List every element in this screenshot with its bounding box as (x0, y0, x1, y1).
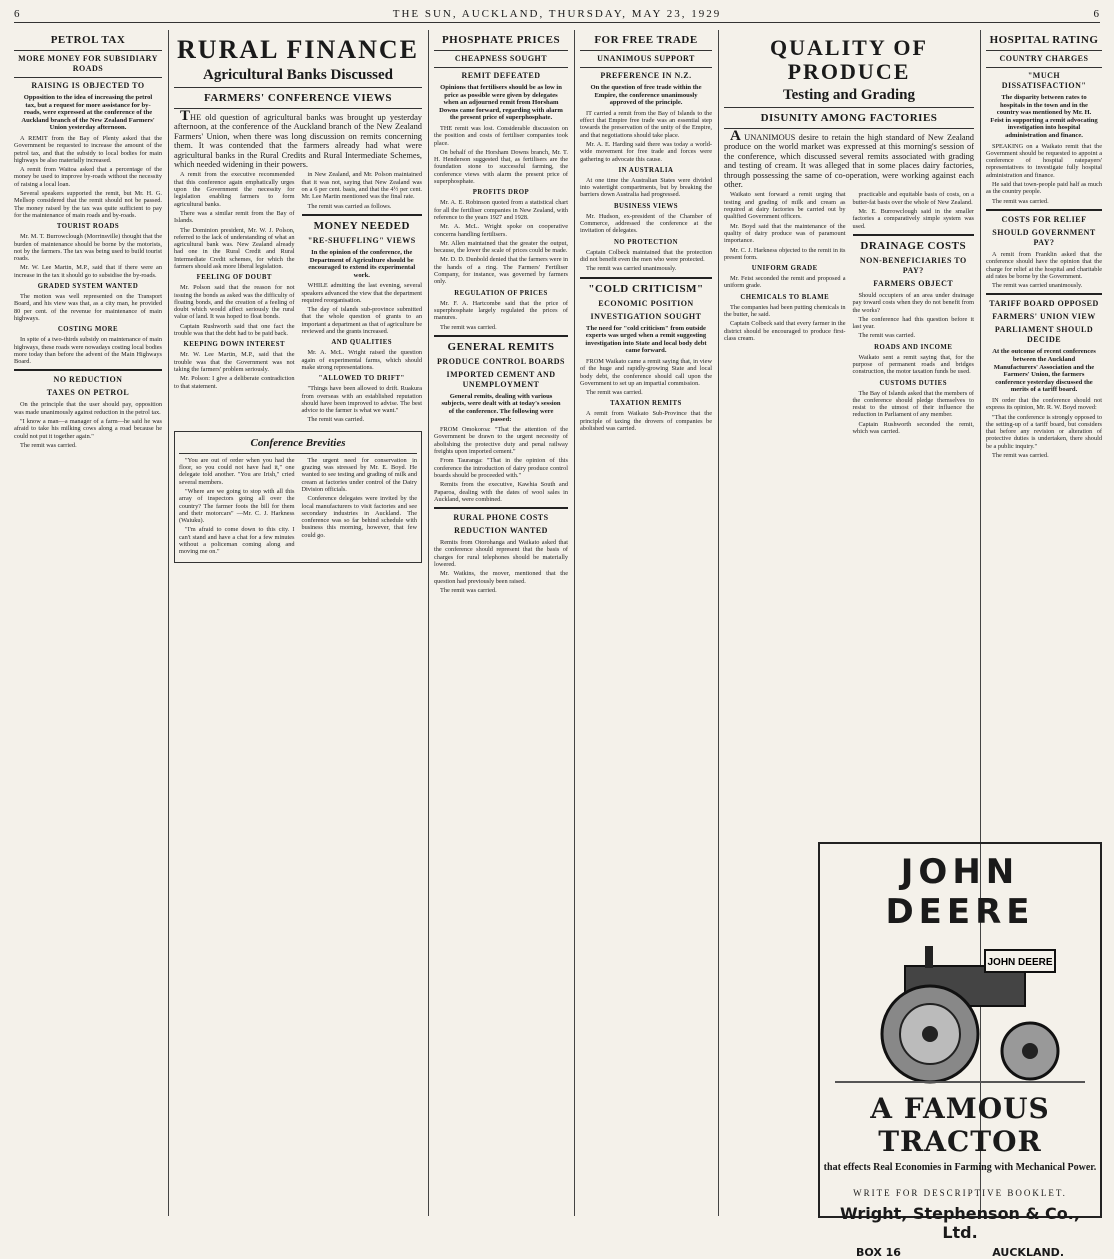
column-rule (718, 30, 719, 1216)
summary: General remits, dealing with various subjects, were dealt with at today's session of the conference. The following were passed: (441, 392, 561, 423)
paragraph: Waikato sent forward a remit urging that testing and grading of milk and cream as required at dairy factories be carried out by qualified Government officers. (724, 191, 846, 221)
headline: NO REDUCTION (53, 375, 123, 385)
article-rural-finance (174, 30, 422, 1216)
paragraph: Captain Colbeck maintained that the protection did not benefit even the men who were protected. (580, 248, 712, 263)
paragraph: "Where are we going to stop with all this array of inspectors going all over the country? The farmer foots the bill for them and their motorcars" —Mr. C. J. Harkness (Waiuku). (179, 487, 295, 525)
paragraph: The remit was carried. (307, 416, 365, 424)
headline: PHOSPHATE PRICES (441, 34, 561, 46)
deck: FARMERS' UNION VIEW (992, 312, 1096, 322)
summary: The disparity between rates to hospitals in the town and in the country was mentioned by Mr. H. Feist in supporting a remit advocating investigation into hospital administration and finance. (990, 94, 1098, 139)
deck: NON-BENEFICIARIES TO PAY? (859, 255, 967, 275)
paragraph: Captain Rushworth seconded the remit, which was carried. (852, 420, 974, 436)
crosshead: NO PROTECTION (613, 238, 679, 246)
paragraph: The remit was carried. (440, 586, 497, 594)
paragraph: A remit from Waikato Sub-Province that the principle of taxing the drovers of companies be abolished was carried. (580, 410, 712, 432)
paragraph: The companies had been putting chemicals in the butter, he said. (724, 303, 846, 318)
paragraph: The remit was carried. (858, 332, 916, 340)
headline: Conference Brevities (250, 436, 346, 449)
paragraph: Mr. D. D. Dunbold denied that the farmers were in the hands of a ring. The Farmers' Fertiliser Company, for instance, was governed by farmers only. (434, 256, 568, 286)
paragraph: Mr. Polson said that the reason for not issuing the bonds as asked was the difficulty of floating bonds, and the creation of a feeling of doubt which would affect seriously the rural value of land. It was hoped to float bonds. (174, 284, 295, 321)
headline: "COLD CRITICISM" (588, 282, 704, 295)
crosshead: TAXATION REMITS (610, 400, 682, 408)
headline: MONEY NEEDED (313, 219, 410, 232)
paragraph: Mr. A. E. Robinson quoted from a statistical chart for all the fertiliser companies in New Zealand, with reference to the years 1927 and 1928. (434, 199, 568, 221)
summary: Opinions that fertilisers should be as low in price as possible were given by delegates when an adjourned remit from Horsham Downs came forward, regarding with alarm the present price of superphosphate. (439, 84, 563, 122)
ad-box-number: BOX 16 (856, 1246, 901, 1259)
headline: TARIFF BOARD OPPOSED (989, 299, 1099, 309)
paragraph: A remit from Franklin asked that the conference should have the opinion that the charge for relief at the hospital and charitable aid rates be borne by the Government. (986, 250, 1102, 280)
paragraph: Mr. A. McL. Wright spoke on cooperative concerns handling fertilisers. (434, 223, 568, 238)
paragraph: The remit was carried. (992, 197, 1049, 205)
article-quality-of-produce (724, 30, 974, 836)
masthead (14, 6, 1100, 23)
john-deere-advertisement (818, 842, 1102, 1259)
newspaper-title: THE SUN, AUCKLAND, THURSDAY, MAY 23, 1929 (392, 8, 722, 20)
paragraph: practicable and equitable basis of costs, on a butter-fat basis over the whole of New Zealand. (852, 191, 974, 206)
summary: At the outcome of recent conferences between the Auckland Manufacturers' Association and the Farmers' Union, the farmers conference yesterday discussed the merits of a tariff board. (992, 348, 1096, 394)
headline: FOR FREE TRADE (594, 34, 698, 46)
paragraph: WHILE admitting the last evening, several speakers advanced the view that the department required reorganisation. (301, 282, 422, 304)
headline: RURAL PHONE COSTS (453, 513, 549, 523)
paragraph: The remit was carried as follows. (307, 202, 392, 210)
paragraph: Should occupiers of an area under drainage pay toward costs when they do not benefit from the works? (852, 291, 974, 314)
paragraph: At one time the Australian States were divided into watertight compartments, but by breaking the barriers down Australia had progressed. (580, 176, 712, 199)
paragraph: He said that town-people paid half as much as the country people. (986, 181, 1102, 196)
deck: UNANIMOUS SUPPORT (597, 54, 695, 63)
headline: COSTS FOR RELIEF (1001, 214, 1087, 224)
paragraph: The remit was carried. (992, 452, 1049, 460)
deck: "MUCH DISSATISFACTION" (1001, 71, 1087, 90)
page-number-left: 6 (14, 8, 21, 20)
paragraph: Mr. A. E. Harding said there was today a world-wide movement for free trade and forces were gathering to advocate this cause. (580, 140, 712, 163)
paragraph: Mr. M. T. Burrowclough (Morrinsville) thought that the burden of maintenance should be borne by the motorists, not by the farmers. The tax was being used to build tourist roads. (14, 233, 162, 263)
crosshead: UNIFORM GRADE (751, 265, 818, 273)
brand-logo: JOHN DEERE (885, 852, 1035, 932)
deck: DISUNITY AMONG FACTORIES (760, 112, 938, 124)
tractor-plate: JOHN DEERE (987, 957, 1053, 968)
deck: IMPORTED CEMENT AND UNEMPLOYMENT (446, 369, 556, 389)
lead-paragraph: THE old question of agricultural banks was brought up yesterday afternoon, at the conference of the Auckland branch of the New Zealand Farmers' Union, when there was long discussion on remits concerning them. It was contended that the farmers already had what were agricultural banks in the Rural Credits and Rural Intermediate Schemes, which needed widening in their powers. (174, 108, 422, 170)
paragraph: The Bay of Islands asked that the members of the conference should pledge themselves to resist to the utmost of their influence the reduction in Parliament of any member. (852, 389, 974, 419)
crosshead: KEEPING DOWN INTEREST (183, 341, 286, 349)
deck: CHEAPNESS SOUGHT (454, 54, 548, 63)
crosshead: FEELING OF DOUBT (196, 274, 272, 282)
paragraph: The remit was carried unanimously. (992, 282, 1083, 290)
summary: In the opinion of the conference, the Department of Agriculture should be encouraged to extend its experimental work. (308, 248, 416, 279)
paragraph: Mr. E. Burrowclough said in the smaller factories a comparatively simple system was used. (852, 208, 974, 230)
summary: On the question of free trade within the Empire, the conference unanimously approved of the principle. (590, 84, 702, 107)
article-hospital-rating (986, 30, 1102, 836)
article-phosphate-prices (434, 30, 568, 1216)
headline: HOSPITAL RATING (989, 34, 1099, 46)
deck: FARMERS OBJECT (873, 278, 954, 288)
paragraph: SPEAKING on a Waikato remit that the Government should be requested to appoint a conference of hospital ratepayers' representatives to investigate fully hospital administration and finance. (986, 142, 1102, 179)
deck: REMIT DEFEATED (461, 71, 541, 80)
summary: The need for "cold criticism" from outside experts was urged when a remit suggesting investigation into State and local body debt came forward. (585, 324, 707, 355)
paragraph: Remits from the executive, Kawhia South and Paparoa, dealing with the dates of wool sales in Auckland, were combined. (434, 481, 568, 503)
ad-address (820, 1246, 1100, 1259)
brevities-box (174, 431, 422, 563)
paragraph: Mr. Feist seconded the remit and proposed a uniform grade. (724, 275, 846, 290)
paragraph: Captain Colbeck said that every farmer in the district should be encouraged to produce first-class cream. (724, 320, 846, 342)
paragraph: Mr. W. Lee Martin, M.P., said that if there were an increase in the tax it should go to subsidise the by-roads. (14, 264, 162, 279)
paragraph: A remit from the executive recommended that this conference again emphatically urges upon the Government the necessity for legislation enabling farmers to form agricultural banks. (174, 171, 295, 208)
crosshead: PROFITS DROP (472, 189, 530, 197)
paragraph: "I'm afraid to come down to this city. I can't stand and have a chat for a few minutes without a policeman coming along and moving me on." (179, 526, 295, 556)
crosshead: CUSTOMS DUTIES (879, 379, 947, 387)
paragraph: Mr. Allen maintained that the greater the output, because, the lower the scale of prices could be made. (434, 239, 568, 255)
paragraph: The remit was carried. (20, 441, 77, 449)
paragraph: Mr. W. Lee Martin, M.P., said that the trouble was that the Government was not taking the farmers' problem seriously. (174, 351, 295, 373)
paragraph: The remit was carried. (586, 389, 643, 397)
paragraph: A REMIT from the Bay of Plenty asked that the Government be requested to increase the amount of the petrol tax, and that the subsidy to local bodies for main highways be also materially increased. (14, 134, 162, 164)
paragraph: in New Zealand, and Mr. Polson maintained that it was not, saying that New Zealand was on a 6 per cent. basis, and that the 4½ per cent. Mr. Lee Martin mentioned was the final rate. (301, 171, 422, 201)
summary: Opposition to the idea of increasing the petrol tax, but a request for more assistance for by-roads, were expressed at the conference of the Auckland branch of the New Zealand Farmers' Union yesterday afternoon. (21, 94, 155, 132)
headline: PETROL TAX (50, 34, 126, 46)
paragraph: Remits from Otorohanga and Waikato asked that the conference should represent that the basis of charges for rural telephones should be materially lowered. (434, 539, 568, 569)
paragraph: Mr. C. J. Harkness objected to the remit in its present form. (724, 246, 846, 261)
crosshead: REGULATION OF PRICES (454, 289, 548, 297)
crosshead: BUSINESS VIEWS (613, 202, 679, 210)
paragraph: Mr. A. McL. Wright raised the question again of experimental farms, which should make strong representations. (301, 349, 422, 371)
deck: ECONOMIC POSITION (598, 298, 694, 308)
paragraph: "You are out of order when you had the floor, so you could not have had it," one delegate told another. "You are Irish," cried several members. (179, 456, 295, 486)
paragraph: Several speakers supported the remit, but Mr. H. G. Mellsop considered that the remit should not be passed. The money raised by the tax was quite sufficient to pay for the maintenance of main roads and by-roads. (14, 190, 162, 219)
paragraph: The day of islands sub-province submitted that the whole question of grants to an important a department as that of agriculture be reviewed and the grants increased. (301, 306, 422, 336)
deck: SHOULD GOVERNMENT PAY? (992, 227, 1096, 247)
paragraph: From Tauranga: "That in the opinion of this conference the introduction of dairy produce control boards should be proceeded with." (434, 457, 568, 479)
paragraph: On the principle that the user should pay, opposition was made unanimously against reduction in the petrol tax. (14, 401, 162, 416)
ad-firm-name: Wright, Stephenson & Co., Ltd. (840, 1204, 1080, 1242)
ad-call-to-action: WRITE FOR DESCRIPTIVE BOOKLET. (853, 1188, 1067, 1198)
paragraph: "Things have been allowed to drift. Ruakura from overseas with an established reputation should have been improved to advise. The best advice to the farmer is what we want." (301, 385, 422, 415)
lead-paragraph: A UNANIMOUS desire to retain the high standard of New Zealand produce on the world market was expressed at this morning's session of the conference, which discussed several remits associated with grading and testing of cream. It was alleged that in some places dairy factories, through possessing the same of co-operation, were working against each other. (724, 128, 974, 190)
deck: REDUCTION WANTED (454, 526, 548, 536)
crosshead: GRADED SYSTEM WANTED (37, 283, 139, 291)
deck: PREFERENCE IN N.Z. (600, 71, 692, 80)
paragraph: FROM Waikato came a remit saying that, in view of the huge and rapidly-growing State and local body debt, the conference should call upon the Government to set up an impartial commission. (580, 357, 712, 387)
article-petrol-tax (14, 30, 162, 1216)
crosshead: "ALLOWED TO DRIFT" (318, 375, 405, 383)
ad-headline: A FAMOUS TRACTOR (870, 1092, 1050, 1158)
deck: TAXES ON PETROL (46, 388, 130, 398)
paragraph: Captain Rushworth said that one fact the trouble was that the debt had to be paid back. (174, 322, 295, 338)
ad-subheadline: that effects Real Economies in Farming with Mechanical Power. (823, 1162, 1097, 1173)
subheadline: Agricultural Banks Discussed (202, 67, 394, 83)
crosshead: TOURIST ROADS (56, 223, 120, 231)
paragraph: Mr. Hudson, ex-president of the Chamber of Commerce, addressed the conference at the invitation of delegates. (580, 212, 712, 235)
paragraph: "That the conference is strongly opposed to the setting-up of a tariff board, but considers that before any revision or alteration of protective duties is undertaken, there should be a public inquiry." (986, 413, 1102, 450)
paragraph: The remit was carried unanimously. (586, 265, 677, 273)
paragraph: The motion was well represented on the Transport Board, and his view was that, as a city man, he provided 80 per cent. of the revenue for maintenance of main highways. (14, 293, 162, 322)
paragraph: A remit from Waitoa asked that a percentage of the money be used to improve by-roads without the necessity of raising a local loan. (14, 166, 162, 188)
paragraph: Mr. Boyd said that the maintenance of the quality of dairy produce was of paramount importance. (724, 222, 846, 245)
column-rule (428, 30, 429, 1216)
paragraph: Waikato sent a remit saying that, for the purpose of permanent roads and bridges construction, the motor taxation funds be used. (852, 353, 974, 376)
paragraph: Mr. Watkins, the mover, mentioned that the question had previously been raised. (434, 570, 568, 585)
paragraph: THE remit was lost. Considerable discussion on the position and costs of fertiliser companies took place. (434, 124, 568, 147)
headline: RURAL FINANCE (177, 35, 419, 64)
paragraph: FROM Omokoroa: "That the attention of the Government be drawn to the urgent necessity of abolishing the protective duty and penal railway freights upon imported cement." (434, 426, 568, 456)
paragraph: Conference delegates were invited by the local manufacturers to visit factories and see secondary industries in Auckland. The conference was so far behind schedule with business this morning, however, that few could go. (301, 495, 417, 539)
paragraph: The conference had this question before it last year. (852, 315, 974, 331)
headline: QUALITY OF PRODUCE (770, 35, 928, 84)
page-number-right: 6 (1093, 8, 1100, 20)
column-rule (574, 30, 575, 1216)
crosshead: IN AUSTRALIA (618, 166, 674, 174)
headline: DRAINAGE COSTS (860, 239, 967, 252)
deck: "RE-SHUFFLING" VIEWS (307, 235, 416, 245)
paragraph: The remit was carried. (440, 323, 497, 331)
paragraph: In spite of a two-thirds subsidy on maintenance of main highways, these roads were nowadays costing local bodies more today than before the advent of the Main Highways Board. (14, 336, 162, 366)
tractor-illustration (835, 936, 1085, 1086)
headline: GENERAL REMITS (447, 340, 555, 353)
paragraph: The Dominion president, Mr. W. J. Polson, referred to the lack of understanding of what an agricultural bank was. New Zealand already had one in the Rural Credit and Rural Intermediate Credit schemes, for which the farmers should ask more liberal legislation. (174, 226, 295, 270)
deck: FARMERS' CONFERENCE VIEWS (203, 92, 393, 104)
deck: PARLIAMENT SHOULD DECIDE (994, 325, 1094, 345)
deck: RAISING IS OBJECTED TO (31, 81, 145, 90)
column-rule (168, 30, 169, 1216)
paragraph: The urgent need for conservation in grazing was stressed by Mr. E. Boyd. He wanted to see testing and grading of milk and cream at factories under control of the Dairy Division officials. (301, 456, 417, 493)
paragraph: Mr. Polson: I give a deliberate contradiction to that statement. (174, 375, 295, 390)
paragraph: Mr. F. A. Hartcombe said that the price of superphosphate largely regulated the prices of manures. (434, 299, 568, 322)
paragraph: IT carried a remit from the Bay of Islands to the effect that Empire free trade was an essential step towards the preservation of the unity of the Empire, and that negotiations should take place. (580, 109, 712, 139)
deck: COUNTRY CHARGES (999, 54, 1089, 63)
paragraph: IN order that the conference should not express its opinion, Mr. R. W. Boyd moved: (986, 396, 1102, 412)
article-free-trade (580, 30, 712, 1216)
crosshead: CHEMICALS TO BLAME (740, 293, 830, 301)
paragraph: There was a similar remit from the Bay of Islands. (174, 209, 295, 225)
ad-city: AUCKLAND. (992, 1246, 1064, 1259)
deck: PRODUCE CONTROL BOARDS (437, 356, 565, 366)
subheadline: Testing and Grading (783, 87, 915, 103)
paragraph: On behalf of the Horsham Downs branch, Mr. T. H. Henderson suggested that, as fertilisers are the foundation stone to successful farming, the conference views with alarm the present price of superphosphate. (434, 148, 568, 186)
deck: INVESTIGATION SOUGHT (590, 311, 702, 321)
deck: MORE MONEY FOR SUBSIDIARY ROADS (18, 54, 158, 73)
crosshead: AND QUALITIES (331, 339, 393, 347)
crosshead: COSTING MORE (57, 326, 119, 334)
paragraph: "I know a man—a manager of a farm—he said he was afraid to take his milking cows along a road because he could not put it together again." (14, 417, 162, 440)
crosshead: ROADS AND INCOME (874, 343, 953, 351)
